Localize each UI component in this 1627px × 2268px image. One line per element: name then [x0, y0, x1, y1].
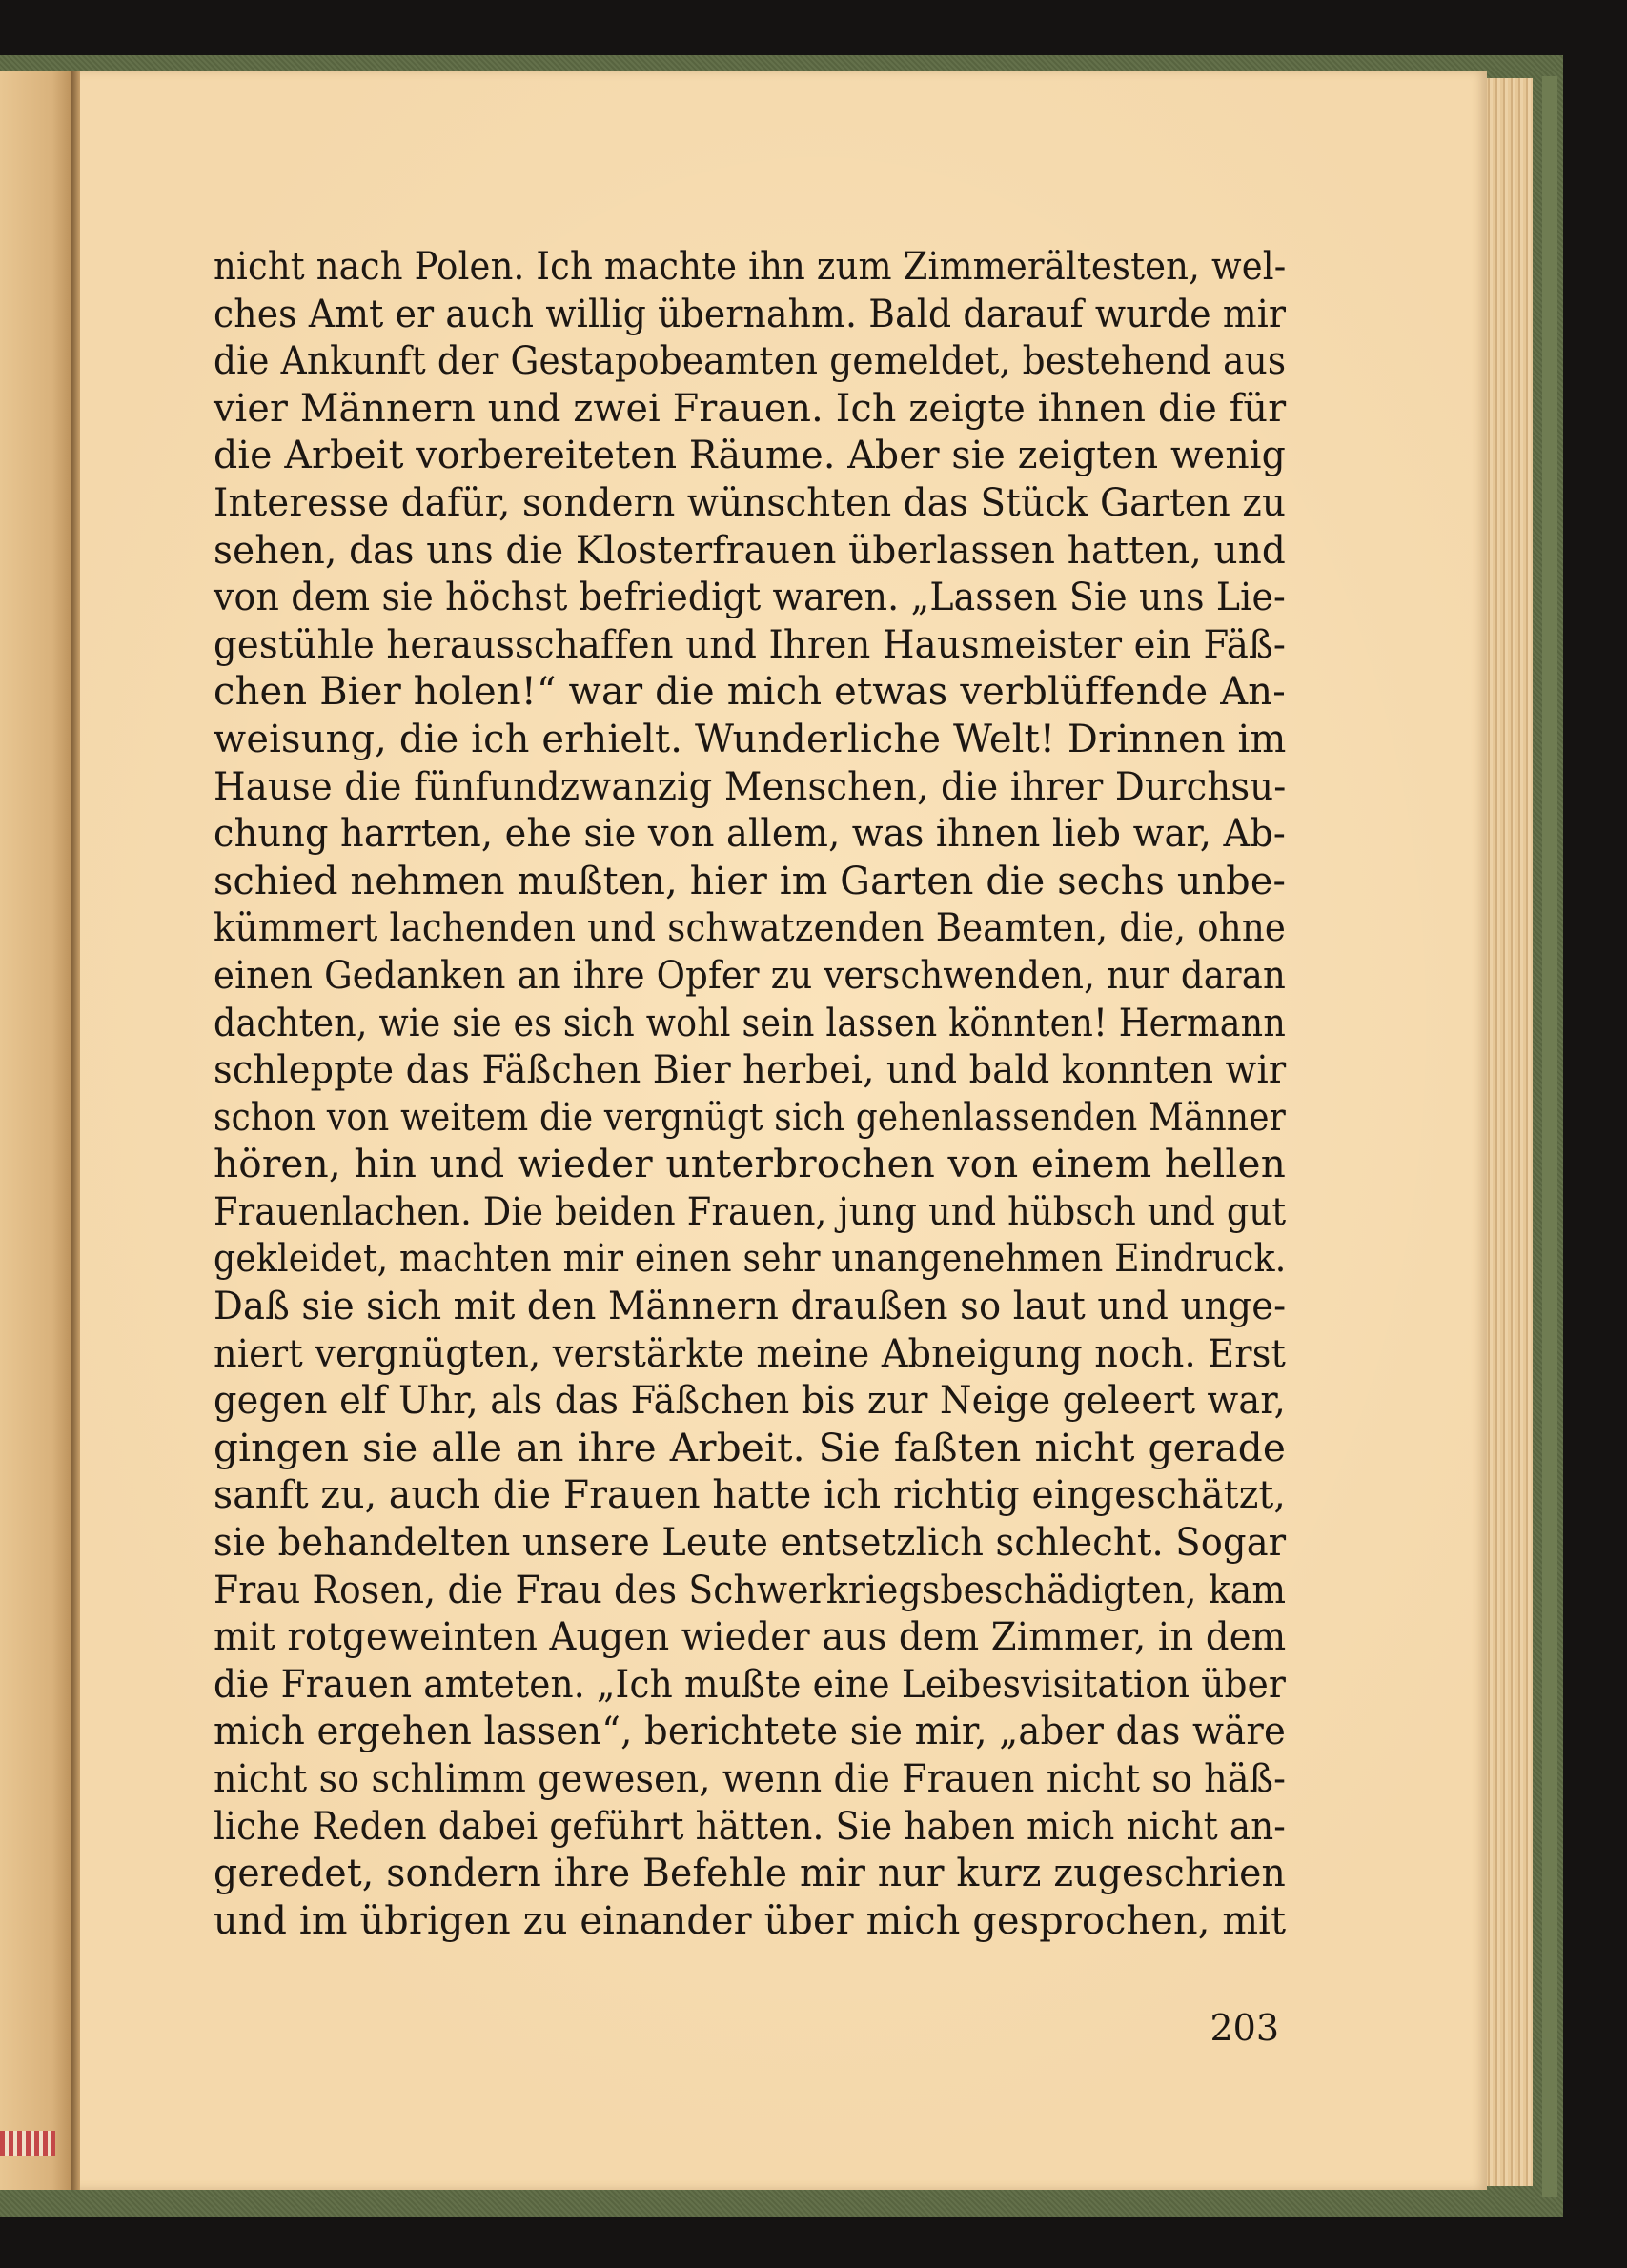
left-page-edge — [0, 71, 74, 2190]
text-line-2: ches Amt er auch willig übernahm. Bald darauf wurde mir — [214, 290, 1287, 336]
text-line-14: schied nehmen mußten, hier im Garten die sechs unbe- — [214, 857, 1287, 903]
text-line-30: mit rotgeweinten Augen wieder aus dem Zimmer, in dem — [214, 1613, 1287, 1660]
text-line-9: gestühle herausschaffen und Ihren Hausmeister ein Fäß- — [214, 620, 1287, 667]
text-line-4: vier Männern und zwei Frauen. Ich zeigte ihnen die für — [214, 384, 1287, 431]
text-line-27: sanft zu, auch die Frauen hatte ich richtig eingeschätzt, — [214, 1471, 1287, 1518]
text-line-8: von dem sie höchst befriedigt waren. „Lassen Sie uns Lie- — [214, 574, 1287, 620]
text-line-7: sehen, das uns die Klosterfrauen überlassen hatten, und — [214, 526, 1287, 573]
text-line-32: mich ergehen lassen“, berichtete sie mir, „aber das wäre — [214, 1708, 1287, 1754]
text-line-31: die Frauen amteten. „Ich mußte eine Leibesvisitation über — [214, 1660, 1287, 1707]
headband — [0, 2131, 55, 2156]
text-line-3: die Ankunft der Gestapobeamten gemeldet, bestehend aus — [214, 337, 1287, 384]
body-text — [214, 243, 1286, 1944]
text-line-11: weisung, die ich erhielt. Wunderliche Welt! Drinnen im — [214, 715, 1287, 761]
text-line-20: hören, hin und wieder unterbrochen von einem hellen — [214, 1141, 1286, 1187]
text-line-6: Interesse dafür, sondern wünschten das Stück Garten zu — [214, 478, 1287, 525]
text-line-25: gegen elf Uhr, als das Fäßchen bis zur Neige geleert war, — [214, 1377, 1287, 1424]
text-line-35: geredet, sondern ihre Befehle mir nur kurz zugeschrien — [214, 1850, 1287, 1896]
text-line-34: liche Reden dabei geführt hätten. Sie haben mich nicht an- — [214, 1802, 1287, 1849]
text-line-15: kümmert lachenden und schwatzenden Beamten, die, ohne — [214, 904, 1287, 951]
text-line-18: schleppte das Fäßchen Bier herbei, und bald konnten wir — [214, 1046, 1287, 1093]
text-line-33: nicht so schlimm gewesen, wenn die Frauen nicht so häß- — [214, 1755, 1287, 1801]
text-line-26: gingen sie alle an ihre Arbeit. Sie faßten nicht gerade — [214, 1424, 1286, 1470]
text-line-19: schon von weitem die vergnügt sich gehenlassenden Männer — [214, 1093, 1286, 1140]
text-line-13: chung harrten, ehe sie von allem, was ihnen lieb war, Ab- — [214, 810, 1287, 857]
text-line-5: die Arbeit vorbereiteten Räume. Aber sie zeigten wenig — [214, 432, 1287, 478]
text-line-22: gekleidet, machten mir einen sehr unangenehmen Eindruck. — [214, 1235, 1287, 1282]
text-line-16: einen Gedanken an ihre Opfer zu verschwenden, nur daran — [214, 951, 1287, 998]
page-number: 203 — [1210, 2007, 1279, 2049]
cover-edge — [1542, 76, 1557, 2197]
text-line-36: und im übrigen zu einander über mich gesprochen, mit — [214, 1896, 1287, 1943]
text-line-28: sie behandelten unsere Leute entsetzlich schlecht. Sogar — [214, 1519, 1287, 1566]
text-line-24: niert vergnügten, verstärkte meine Abneigung noch. Erst — [214, 1329, 1286, 1376]
text-line-17: dachten, wie sie es sich wohl sein lassen könnten! Hermann — [214, 999, 1286, 1045]
book-gutter — [71, 71, 80, 2190]
text-line-21: Frauenlachen. Die beiden Frauen, jung und hübsch und gut — [214, 1187, 1287, 1234]
text-line-29: Frau Rosen, die Frau des Schwerkriegsbeschädigten, kam — [214, 1566, 1287, 1612]
text-line-1: nicht nach Polen. Ich machte ihn zum Zimmerältesten, wel- — [214, 243, 1287, 289]
text-line-23: Daß sie sich mit den Männern draußen so laut und unge- — [214, 1283, 1287, 1329]
text-line-12: Hause die fünfundzwanzig Menschen, die ihrer Durchsu- — [214, 762, 1287, 809]
text-line-10: chen Bier holen!“ war die mich etwas verblüffende An- — [214, 668, 1286, 715]
